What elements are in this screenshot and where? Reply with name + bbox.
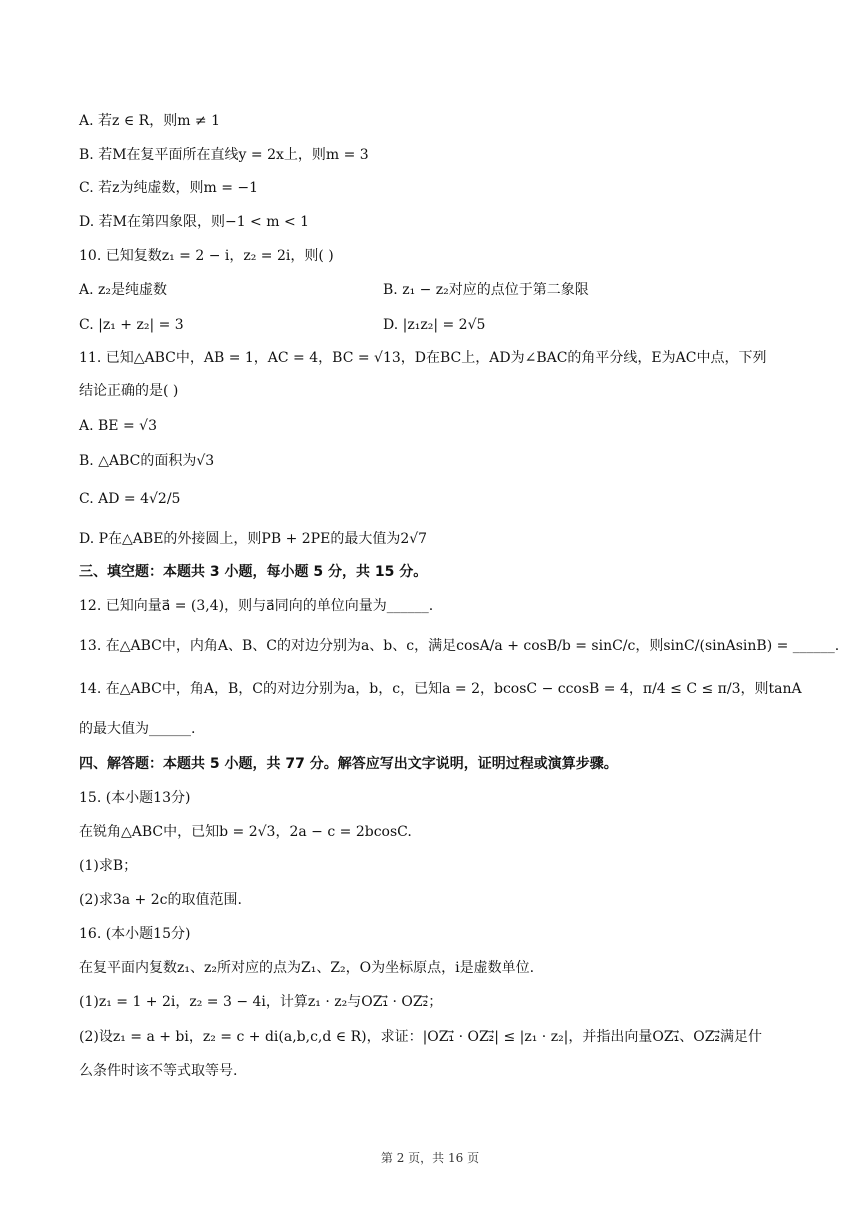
q9-option-d: D. 若M在第四象限，则−1 < m < 1 xyxy=(79,214,310,230)
q15-header: 15. (本小题13分) xyxy=(79,790,191,806)
q9-option-a: A. 若z ∈ R，则m ≠ 1 xyxy=(79,113,221,129)
q16-stem: 在复平面内复数z₁、z₂所对应的点为Z₁、Z₂，O为坐标原点，i是虚数单位. xyxy=(79,960,535,976)
q11-stem: 11. 已知△ABC中，AB = 1，AC = 4，BC = √13，D在BC上，AD为∠BAC的角平分线，E为AC中点，下列 xyxy=(79,350,767,366)
q10-option-c: C. |z₁ + z₂| = 3 xyxy=(79,317,184,333)
q10-option-b: B. z₁ − z₂对应的点位于第二象限 xyxy=(383,282,589,298)
q9-option-c: C. 若z为纯虚数，则m = −1 xyxy=(79,180,259,196)
q16-part1: (1)z₁ = 1 + 2i，z₂ = 3 − 4i，计算z₁ · z₂与OZ₁⃗ · OZ₂⃗； xyxy=(79,994,443,1010)
q15-stem: 在锐角△ABC中，已知b = 2√3，2a − c = 2bcosC. xyxy=(79,824,412,840)
q11-option-c: C. AD = 4√2/5 xyxy=(79,491,181,507)
section-4-heading: 四、解答题：本题共 5 小题，共 77 分。解答应写出文字说明，证明过程或演算步骤。 xyxy=(79,756,618,772)
page-number: 第 2 页，共 16 页 xyxy=(380,1151,480,1165)
q16-part2: (2)设z₁ = a + bi，z₂ = c + di(a,b,c,d ∈ R)，求证：|OZ₁⃗ · OZ₂⃗| ≤ |z₁ · z₂|，并指出向量OZ₁⃗、OZ₂⃗满足什 xyxy=(79,1029,763,1045)
q16-part2-cont: 么条件时该不等式取等号. xyxy=(79,1063,238,1079)
q15-part1: (1)求B； xyxy=(79,858,138,874)
q10-option-a: A. z₂是纯虚数 xyxy=(79,282,167,298)
q11-option-b: B. △ABC的面积为√3 xyxy=(79,453,215,469)
q14: 14. 在△ABC中，角A，B，C的对边分别为a，b，c，已知a = 2，bcosC − ccosB = 4，π/4 ≤ C ≤ π/3，则tanA xyxy=(79,681,802,697)
q14-cont: 的最大值为______. xyxy=(79,721,196,737)
q12: 12. 已知向量a⃗ = (3,4)，则与a⃗同向的单位向量为______. xyxy=(79,598,434,614)
section-3-heading: 三、填空题：本题共 3 小题，每小题 5 分，共 15 分。 xyxy=(79,564,428,580)
q11-stem-cont: 结论正确的是( ) xyxy=(79,383,179,399)
q10-stem: 10. 已知复数z₁ = 2 − i，z₂ = 2i，则( ) xyxy=(79,248,334,264)
q9-option-b: B. 若M在复平面所在直线y = 2x上，则m = 3 xyxy=(79,147,369,163)
q10-option-d: D. |z₁z₂| = 2√5 xyxy=(383,317,486,333)
q15-part2: (2)求3a + 2c的取值范围. xyxy=(79,892,242,908)
q16-header: 16. (本小题15分) xyxy=(79,926,191,942)
q11-option-a: A. BE = √3 xyxy=(79,418,157,434)
q13: 13. 在△ABC中，内角A、B、C的对边分别为a、b、c，满足cosA/a + cosB/b = sinC/c，则sinC/(sinAsinB) = ______. xyxy=(79,638,840,654)
q11-option-d: D. P在△ABE的外接圆上，则PB + 2PE的最大值为2√7 xyxy=(79,531,428,547)
